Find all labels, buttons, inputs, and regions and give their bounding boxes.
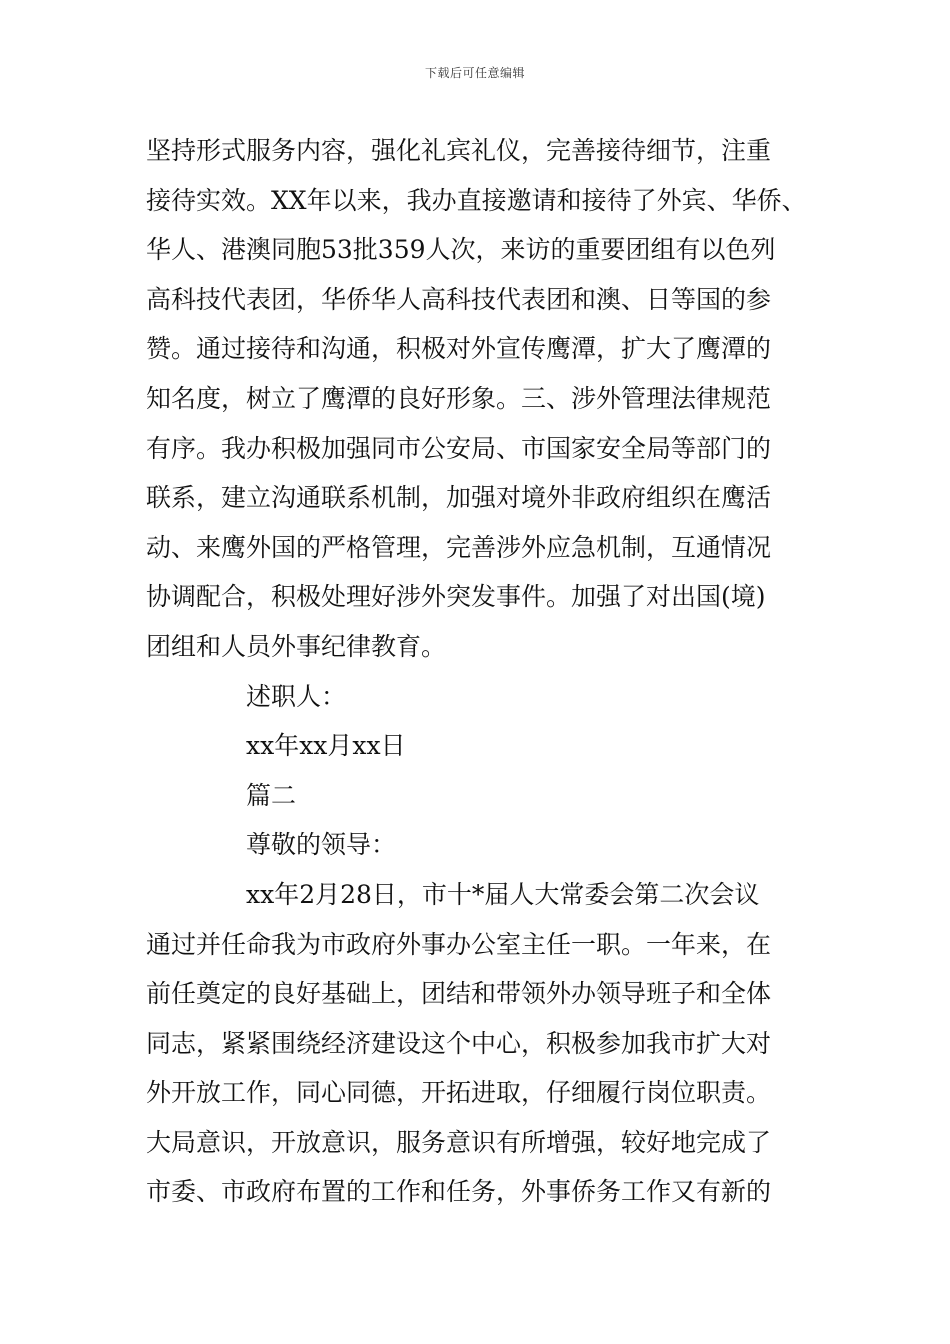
paragraph-line: 同志，紧紧围绕经济建设这个中心，积极参加我市扩大对: [146, 1028, 772, 1058]
paragraph-line: 动、来鹰外国的严格管理，完善涉外应急机制，互通情况: [146, 532, 772, 562]
signature-date: xx年xx月xx日: [246, 731, 406, 761]
paragraph-line: 赞。通过接待和沟通，积极对外宣传鹰潭，扩大了鹰潭的: [146, 334, 772, 364]
paragraph-line: 知名度，树立了鹰潭的良好形象。三、涉外管理法律规范: [146, 383, 772, 413]
paragraph-line: 大局意识，开放意识，服务意识有所增强，较好地完成了: [146, 1127, 772, 1157]
signature-label: 述职人：: [246, 681, 347, 711]
section-title: 篇二: [246, 780, 297, 810]
paragraph-line: 团组和人员外事纪律教育。: [146, 631, 447, 661]
document-body: [146, 126, 816, 1217]
paragraph-line: 通过并任命我为市政府外事办公室主任一职。一年来，在: [146, 929, 772, 959]
salutation: 尊敬的领导：: [246, 830, 397, 860]
paragraph-line: xx年2月28日，市十*届人大常委会第二次会议: [246, 879, 760, 909]
paragraph-line: 接待实效。XX年以来，我办直接邀请和接待了外宾、华侨、: [146, 185, 807, 215]
paragraph-line: 协调配合，积极处理好涉外突发事件。加强了对出国(境): [146, 582, 766, 612]
paragraph-line: 外开放工作，同心同德，开拓进取，仔细履行岗位职责。: [146, 1078, 772, 1108]
paragraph-line: 前任奠定的良好基础上，团结和带领外办领导班子和全体: [146, 979, 772, 1009]
paragraph-line: 联系，建立沟通联系机制，加强对境外非政府组织在鹰活: [146, 483, 772, 513]
paragraph-line: 市委、市政府布置的工作和任务，外事侨务工作又有新的: [146, 1177, 772, 1207]
paragraph-line: 华人、港澳同胞53批359人次，来访的重要团组有以色列: [146, 235, 776, 265]
paragraph-line: 有序。我办积极加强同市公安局、市国家安全局等部门的: [146, 433, 772, 463]
paragraph-line: 高科技代表团，华侨华人高科技代表团和澳、日等国的参: [146, 284, 772, 314]
page-header: 下载后可任意编辑: [424, 66, 525, 80]
paragraph-line: 坚持形式服务内容，强化礼宾礼仪，完善接待细节，注重: [146, 136, 772, 165]
